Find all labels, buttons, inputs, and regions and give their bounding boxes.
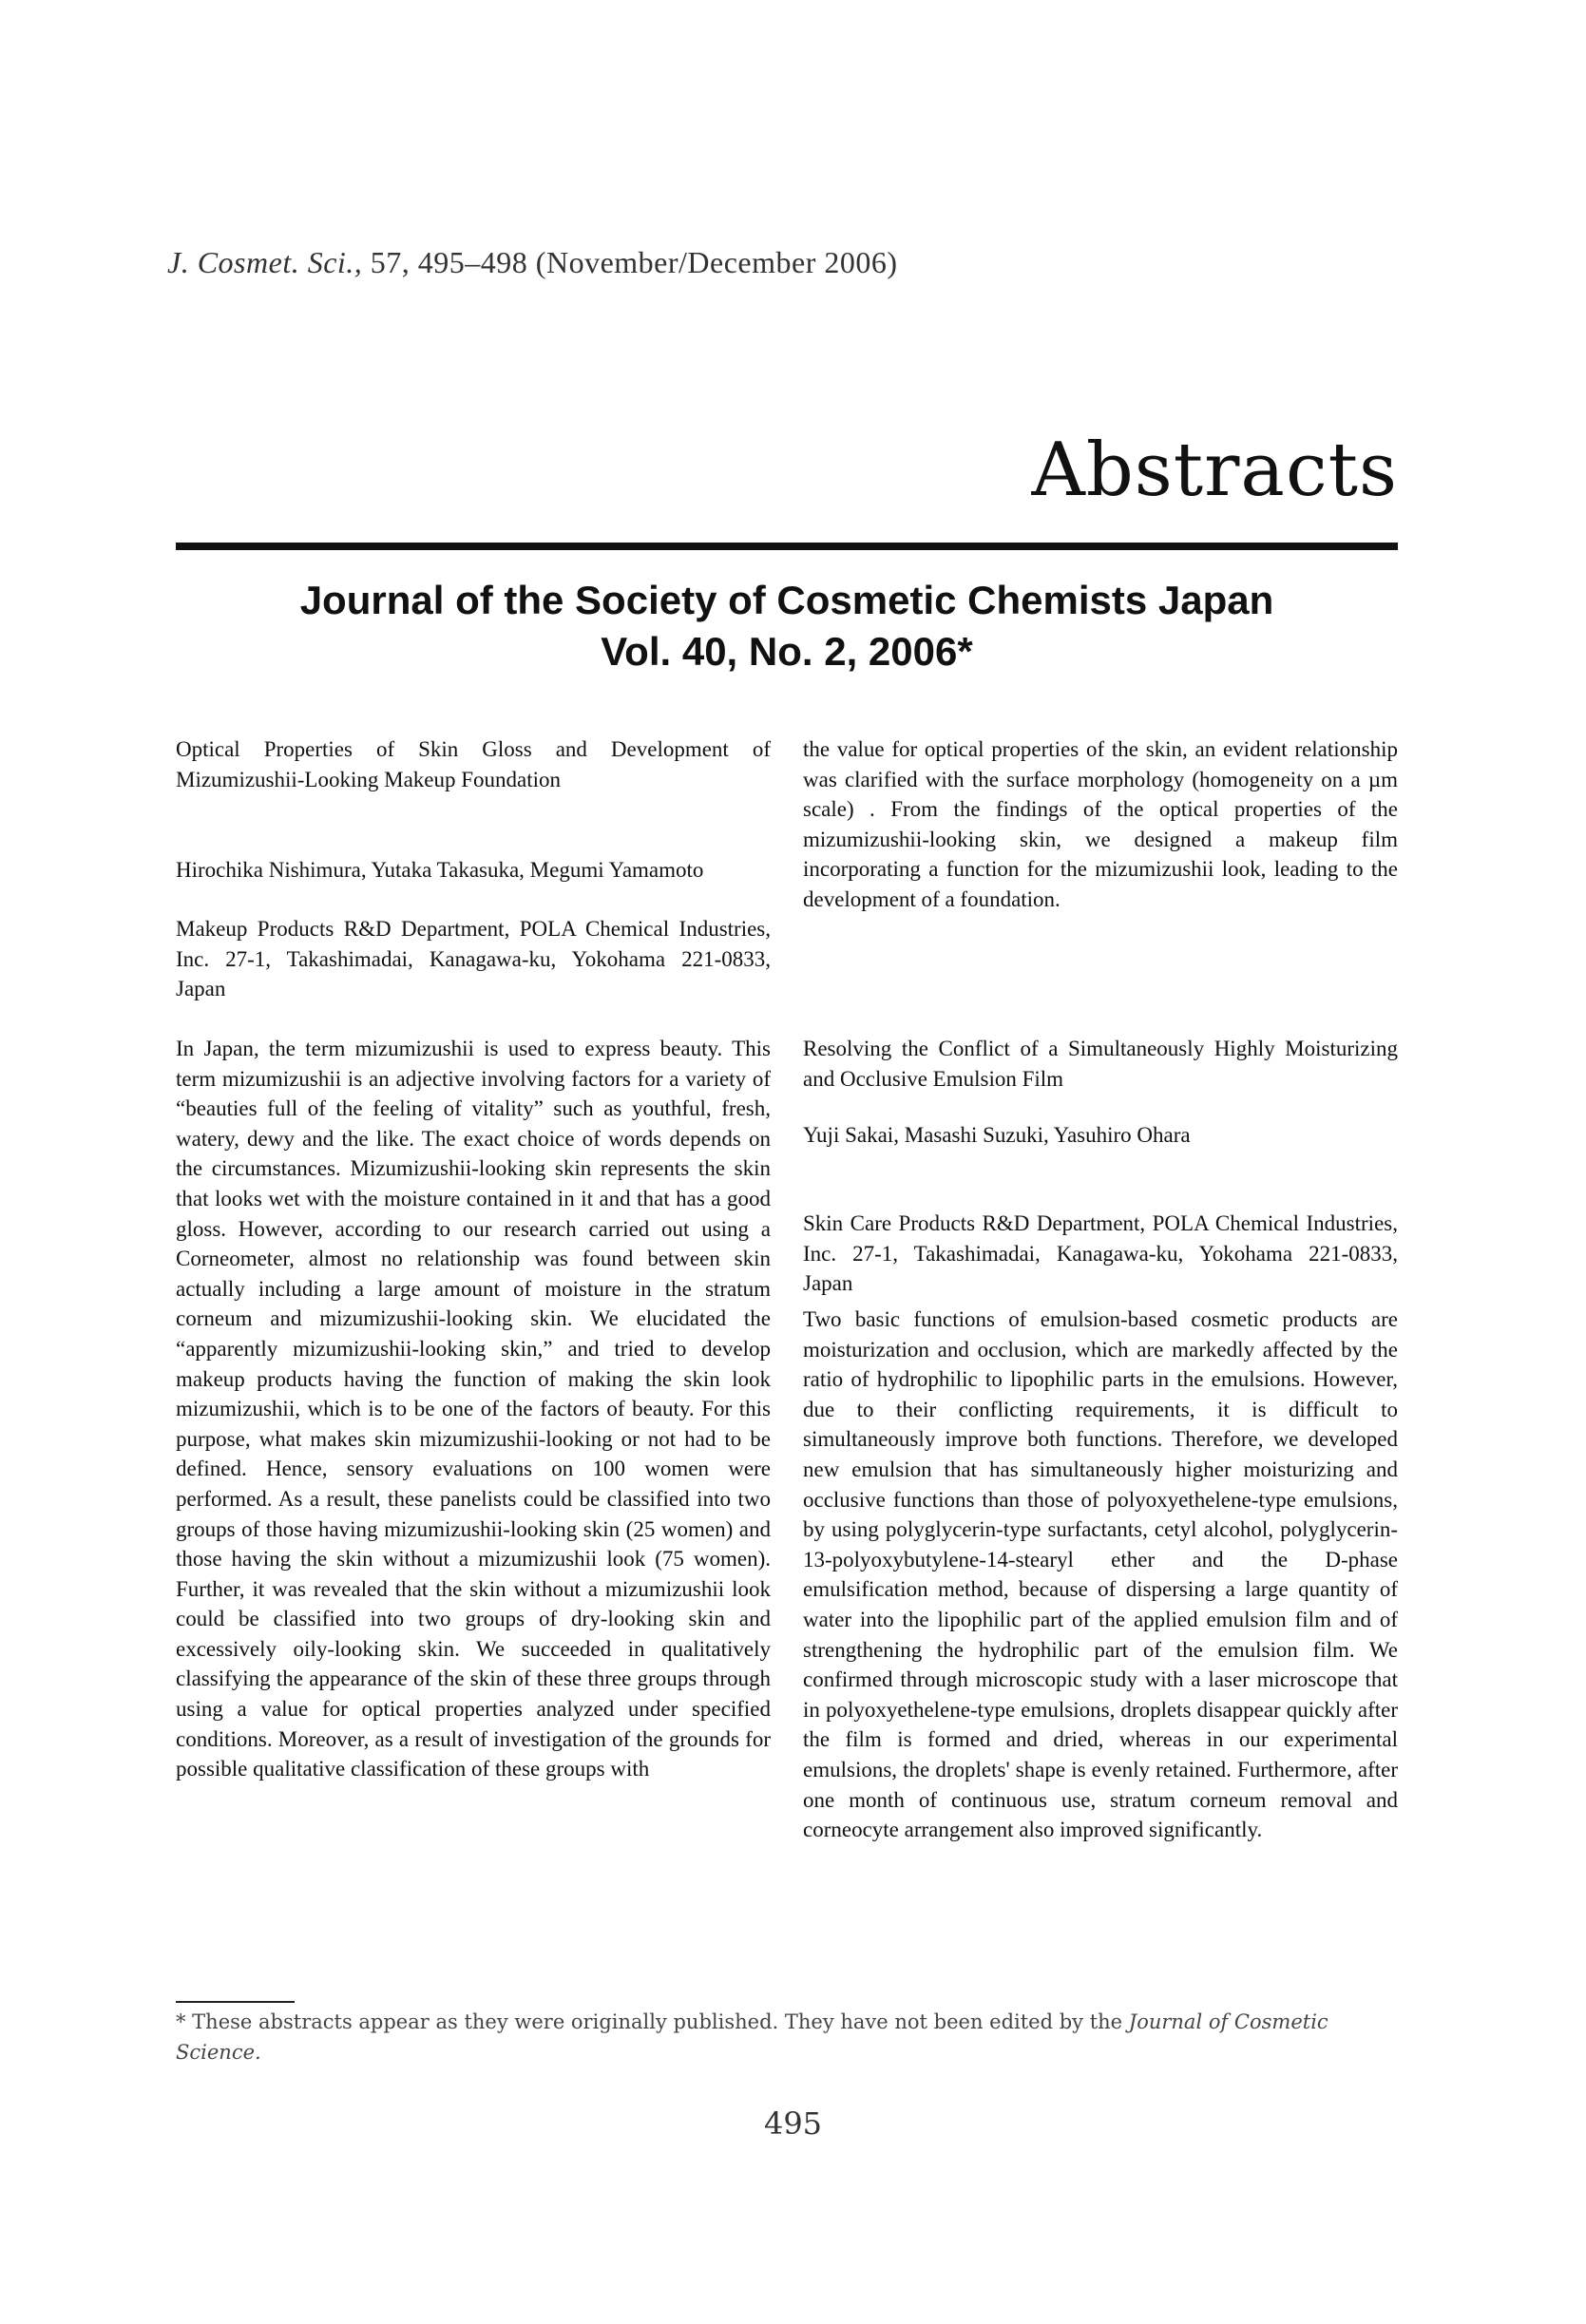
- footnote-journal: Journal of Cosmetic Science.: [176, 2010, 1328, 2064]
- page-number: 495: [763, 2105, 823, 2142]
- article2-authors: Yuji Sakai, Masashi Suzuki, Yasuhiro Ohara: [803, 1123, 1191, 1147]
- journal-abbrev: J. Cosmet. Sci.,: [167, 245, 363, 279]
- section-title: Abstracts: [1031, 428, 1398, 513]
- article2-title: Resolving the Conflict of a Simultaneously Highly Moisturizing and Occlusive Emulsion Film: [803, 1037, 1398, 1091]
- article1-affiliation: Makeup Products R&D Department, POLA Chemical Industries, Inc. 27-1, Takashimadai, Kanagawa-ku, Yokohama 221-0833, Japan: [176, 917, 771, 1001]
- footnote-rule: [176, 2001, 295, 2003]
- article1-authors: Hirochika Nishimura, Yutaka Takasuka, Megumi Yamamoto: [176, 858, 704, 882]
- article2-affiliation: Skin Care Products R&D Department, POLA Chemical Industries, Inc. 27-1, Takashimadai, Kanagawa-ku, Yokohama 221-0833, Japan: [803, 1211, 1398, 1296]
- article1-body-continued: the value for optical properties of the skin, an evident relationship was clarified with the surface morphology (homogeneity on a µm scale) . From the findings of the optical properties of the mizumizushii-looking skin, we designed a makeup film incorporating a function for the mizumizushii look, leading to the development of a foundation.: [803, 737, 1398, 911]
- journal-citation: [167, 245, 898, 280]
- footnote-text: * These abstracts appear as they were originally published. They have not been edited by the: [176, 2010, 1129, 2033]
- article1-body: In Japan, the term mizumizushii is used to express beauty. This term mizumizushii is an adjective involving factors for a variety of “beauties full of the feeling of vitality” such as youthful, fresh, watery, dewy and the like. The exact choice of words depends on the circumstances. Mizumizushii-looking skin represents the skin that looks wet with the moisture contained in it and that has a good gloss. However, according to our research carried out using a Corneometer, almost no relationship was found between skin actually including a large amount of moisture in the stratum corneum and mizumizushii-looking skin. We elucidated the “apparently mizumizushii-looking skin,” and tried to develop makeup products having the function of making the skin look mizumizushii, which is to be one of the factors of beauty. For this purpose, what makes skin mizumizushii-looking or not had to be defined. Hence, sensory evaluations on 100 women were performed. As a result, these panelists could be classified into two groups of those having mizumizushii-looking skin (25 women) and those having the skin without a mizumizushii look (75 women). Further, it was revealed that the skin without a mizumizushii look could be classified into two groups of dry-looking skin and excessively oily-looking skin. We succeeded in qualitatively classifying the appearance of the skin of these three groups through using a value for optical properties analyzed under specified conditions. Moreover, as a result of investigation of the grounds for possible qualitative classification of these groups with: [176, 1037, 771, 1781]
- source-journal-volume: Vol. 40, No. 2, 2006*: [601, 629, 973, 674]
- source-journal-title: [176, 575, 1398, 677]
- article2-body: Two basic functions of emulsion-based cosmetic products are moisturization and occlusion, which are markedly affected by the ratio of hydrophilic to lipophilic parts in the emulsions. However, due to their conflicting requirements, it is difficult to simultaneously improve both functions. Therefore, we developed new emulsion that has simultaneously higher moisturizing and occlusive functions than those of polyoxyethelene-type emulsions, by using polyglycerin-type surfactants, cetyl alcohol, polyglycerin-13-polyoxybutylene-14-stearyl ether and the D-phase emulsification method, because of dispersing a large quantity of water into the lipophilic part of the applied emulsion film and of strengthening the hydrophilic part of the emulsion film. We confirmed through microscopic study with a laser microscope that in polyoxyethelene-type emulsions, droplets disappear quickly after the film is formed and dried, whereas in our experimental emulsions, the droplets' shape is evenly retained. Furthermore, after one month of continuous use, stratum corneum removal and corneocyte arrangement also improved significantly.: [803, 1307, 1398, 1842]
- footnote: [176, 2007, 1398, 2067]
- citation-details: 57, 495–498 (November/December 2006): [362, 245, 898, 279]
- article1-title: Optical Properties of Skin Gloss and Development of Mizumizushii-Looking Makeup Foundation: [176, 737, 771, 791]
- source-journal-name: Journal of the Society of Cosmetic Chemists Japan: [299, 578, 1274, 622]
- title-rule: [176, 543, 1398, 550]
